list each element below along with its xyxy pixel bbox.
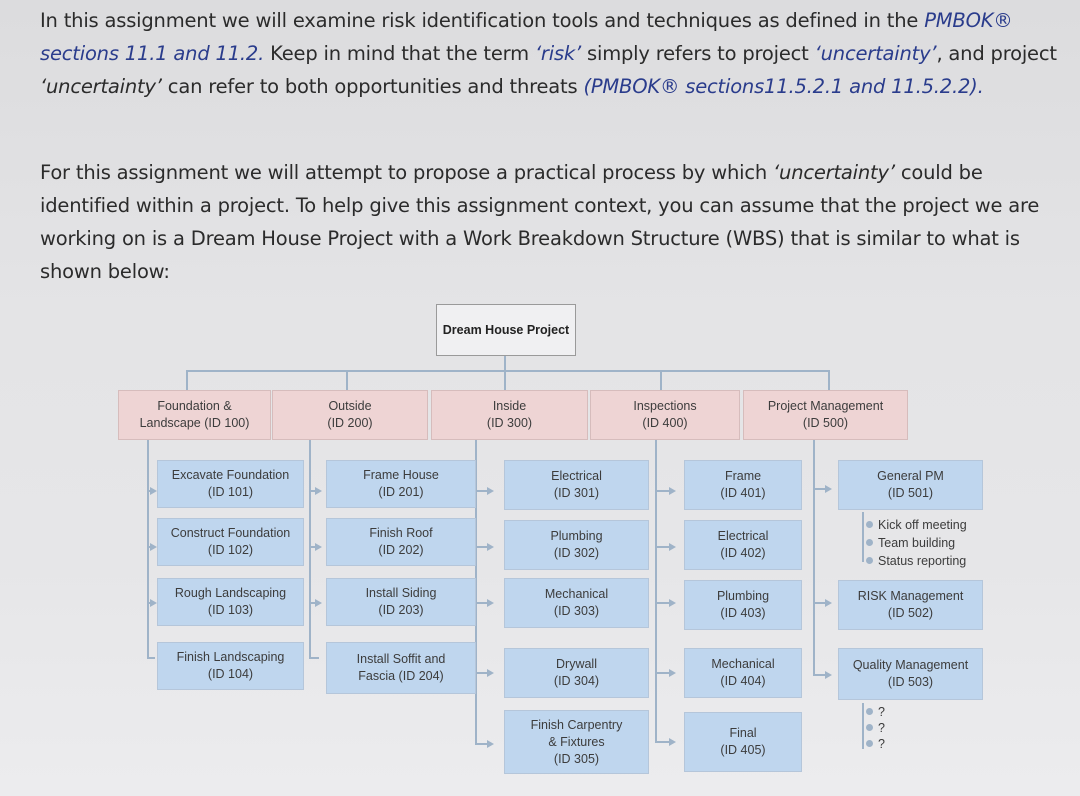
node-id: Landscape (ID 100)	[139, 416, 250, 430]
node-name: Frame	[724, 469, 762, 483]
node-name: Install Soffit and	[356, 652, 446, 666]
node-id: (ID 402)	[720, 546, 766, 560]
node-id: Fascia (ID 204)	[358, 669, 444, 683]
col1-drop	[186, 370, 188, 390]
node-name: Final	[729, 726, 757, 740]
wbs-node-403	[684, 580, 802, 630]
node-name: Mechanical	[711, 657, 775, 671]
wbs-node-502	[838, 580, 983, 630]
node-name: Finish Carpentry	[530, 717, 623, 732]
node-id: (ID 500)	[802, 416, 849, 430]
level1-bus	[186, 370, 829, 372]
wbs-node-202	[326, 518, 476, 566]
node-id: (ID 305)	[553, 751, 600, 766]
wbs-node-104	[157, 642, 304, 690]
col5-drop	[828, 370, 830, 390]
gpm-bullet-item: Kick off meeting	[866, 516, 967, 534]
qm-bullet-spine	[862, 703, 864, 749]
node-id: (ID 200)	[327, 416, 373, 430]
node-name: Finish Roof	[369, 526, 433, 540]
node-name: Project Management	[767, 399, 884, 413]
wbs-level1-node-300	[431, 390, 588, 440]
col5-spine	[813, 440, 815, 675]
node-name-2: & Fixtures	[548, 734, 605, 749]
node-id: (ID 101)	[207, 485, 254, 499]
qm-bullet-item: ?	[866, 720, 885, 736]
wbs-node-404	[684, 648, 802, 698]
wbs-node-402	[684, 520, 802, 570]
uncertainty-term-1: ‘uncertainty’	[814, 42, 937, 65]
risk-term: ‘risk’	[534, 42, 582, 65]
gpm-bullet-spine	[862, 512, 864, 562]
node-id: (ID 502)	[887, 606, 934, 620]
intro-text-2: Keep in mind that the term	[264, 42, 535, 65]
col3-drop	[504, 370, 506, 390]
col4-drop	[660, 370, 662, 390]
intro-text-3: simply refers to project	[581, 42, 815, 65]
wbs-node-102	[157, 518, 304, 566]
node-id: (ID 404)	[720, 674, 766, 688]
wbs-node-204	[326, 642, 476, 694]
wbs-node-304	[504, 648, 649, 698]
wbs-root-node	[436, 304, 576, 356]
node-name: Plumbing	[550, 529, 603, 543]
wbs-node-203	[326, 578, 476, 626]
wbs-node-503	[838, 648, 983, 700]
node-id: (ID 102)	[207, 543, 254, 557]
node-name: Foundation &	[157, 399, 232, 413]
node-id: (ID 104)	[207, 667, 254, 681]
root-connector	[504, 356, 506, 370]
gpm-bullet-item: Team building	[866, 534, 967, 552]
node-name: Plumbing	[716, 589, 770, 603]
wbs-node-302	[504, 520, 649, 570]
gpm-bullet-item: Status reporting	[866, 552, 967, 570]
wbs-level1-node-400	[590, 390, 740, 440]
node-name: Frame House	[363, 468, 439, 482]
node-id: (ID 202)	[378, 543, 424, 557]
qm-bullet-item: ?	[866, 704, 885, 720]
col4-spine	[655, 440, 657, 743]
node-name: Electrical	[717, 529, 769, 543]
node-id: (ID 405)	[720, 743, 766, 757]
context-text-1: For this assignment we will attempt to propose a practical process by which	[40, 161, 774, 184]
node-id: (ID 503)	[887, 675, 934, 689]
node-id: (ID 300)	[486, 416, 533, 430]
node-id: (ID 301)	[553, 486, 600, 500]
node-id: (ID 401)	[720, 486, 766, 500]
node-name: Construct Foundation	[170, 526, 291, 540]
wbs-level1-node-100	[118, 390, 271, 440]
node-name: Drywall	[556, 657, 597, 671]
node-id: (ID 201)	[378, 485, 424, 499]
uncertainty-term-3: ‘uncertainty’	[773, 161, 895, 184]
col2-drop	[346, 370, 348, 390]
node-id: (ID 501)	[887, 486, 934, 500]
node-id: (ID 302)	[553, 546, 600, 560]
node-name: Finish Landscaping	[176, 650, 285, 664]
intro-text-4: , and project	[936, 42, 1057, 65]
wbs-node-303	[504, 578, 649, 628]
wbs-node-305	[504, 710, 649, 774]
qm-bullet-list	[866, 704, 885, 752]
pmbok-reference-1: PMBOK® sections 11.1 and 11.2.	[40, 9, 1013, 65]
wbs-node-201	[326, 460, 476, 508]
node-id: (ID 304)	[553, 674, 600, 688]
node-name: Inside	[492, 399, 527, 413]
node-id: (ID 303)	[553, 604, 600, 618]
qm-bullet-item: ?	[866, 736, 885, 752]
node-name: Quality Management	[852, 658, 969, 672]
node-name: Electrical	[551, 469, 602, 483]
intro-text-1: In this assignment we will examine risk identification tools and techniques as defined in the	[40, 9, 925, 32]
node-id: (ID 203)	[378, 603, 424, 617]
col1-spine	[147, 440, 149, 658]
node-name: Inspections	[633, 399, 697, 413]
node-name: Rough Landscaping	[174, 586, 287, 600]
wbs-level1-node-500	[743, 390, 908, 440]
wbs-root-label: Dream House Project	[442, 322, 570, 337]
col2-spine	[309, 440, 311, 658]
node-id: (ID 103)	[207, 603, 254, 617]
node-id: (ID 400)	[642, 416, 688, 430]
node-name: Mechanical	[544, 587, 609, 601]
wbs-node-101	[157, 460, 304, 508]
wbs-level1-node-200	[272, 390, 428, 440]
node-name: General PM	[877, 469, 944, 483]
wbs-node-501	[838, 460, 983, 510]
wbs-node-405	[684, 712, 802, 772]
uncertainty-term-2: ‘uncertainty’	[40, 75, 162, 98]
node-name: RISK Management	[857, 589, 964, 603]
wbs-node-301	[504, 460, 649, 510]
node-name: Excavate Foundation	[171, 468, 290, 482]
intro-text-5: can refer to both opportunities and threats	[161, 75, 584, 98]
node-id: (ID 403)	[720, 606, 766, 620]
pmbok-reference-2: (PMBOK® sections11.5.2.1 and 11.5.2.2).	[583, 75, 984, 98]
wbs-node-401	[684, 460, 802, 510]
node-name: Install Siding	[365, 586, 437, 600]
wbs-node-103	[157, 578, 304, 626]
node-name: Outside	[328, 399, 372, 413]
gpm-bullet-list	[866, 516, 967, 570]
context-text-2: could be identified within a project. To help give this assignment context, you can assume that the project we are working on is a Dream House Project with a Work Breakdown Structure (WBS) that is similar to what is shown below:	[40, 161, 1040, 283]
